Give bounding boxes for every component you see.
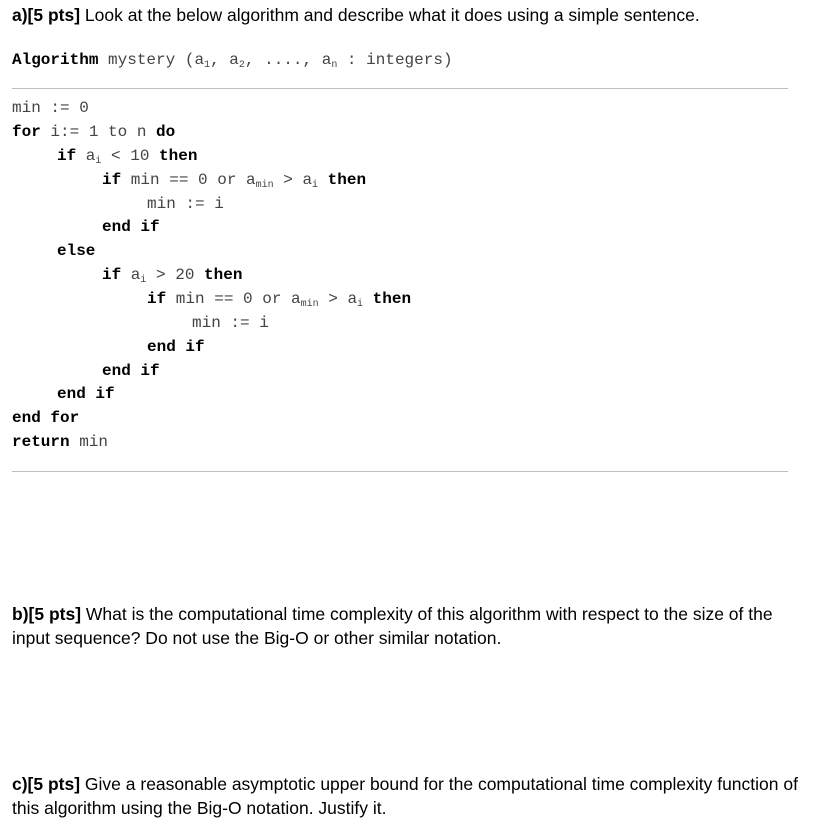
code-line-if-lt10: if $a_i < 10$ then (57, 147, 198, 167)
question-c (12, 772, 802, 820)
question-b-label: b)[5 pts] (12, 604, 82, 624)
code-line-endfor: end for (12, 409, 80, 427)
question-a-text: Look at the below algorithm and describe what it does using a simple sentence. (80, 5, 700, 25)
code-line-endif-2: end if (147, 338, 205, 356)
code-line-assign-1: min := i (147, 195, 224, 213)
code-line-1: min := 0 (12, 99, 89, 117)
question-c-label: c)[5 pts] (12, 774, 81, 794)
question-a (12, 3, 802, 27)
code-line-endif-3: end if (102, 362, 160, 380)
bottom-divider (12, 471, 788, 472)
code-line-endif-4: end if (57, 385, 115, 403)
code-line-return: return min (12, 433, 109, 451)
code-line-endif-1: end if (102, 218, 160, 236)
code-line-if-min-1: if min == 0 or $a_{min} > a_i$ then (102, 171, 367, 191)
code-line-if-gt20: if $a_i > 20$ then (102, 266, 243, 286)
code-line-if-min-2: if min == 0 or $a_{min} > a_i$ then (147, 290, 412, 310)
question-b-text: What is the computational time complexity of this algorithm with respect to the size of the input sequence? Do not use the Big-O or other similar notation. (12, 604, 773, 648)
code-line-for: for i:= 1 to n do (12, 123, 176, 141)
question-b (12, 602, 802, 650)
code-line-else: else (57, 242, 96, 260)
algorithm-signature: Algorithm mystery ($a_1$, $a_2$, ...., $a_n$ : integers) (12, 51, 453, 71)
code-line-assign-2: min := i (192, 314, 269, 332)
question-a-label: a)[5 pts] (12, 5, 81, 25)
question-c-text: Give a reasonable asymptotic upper bound for the computational time complexity function of this algorithm using the Big-O notation. Justify it. (12, 774, 798, 818)
top-divider (12, 88, 788, 89)
